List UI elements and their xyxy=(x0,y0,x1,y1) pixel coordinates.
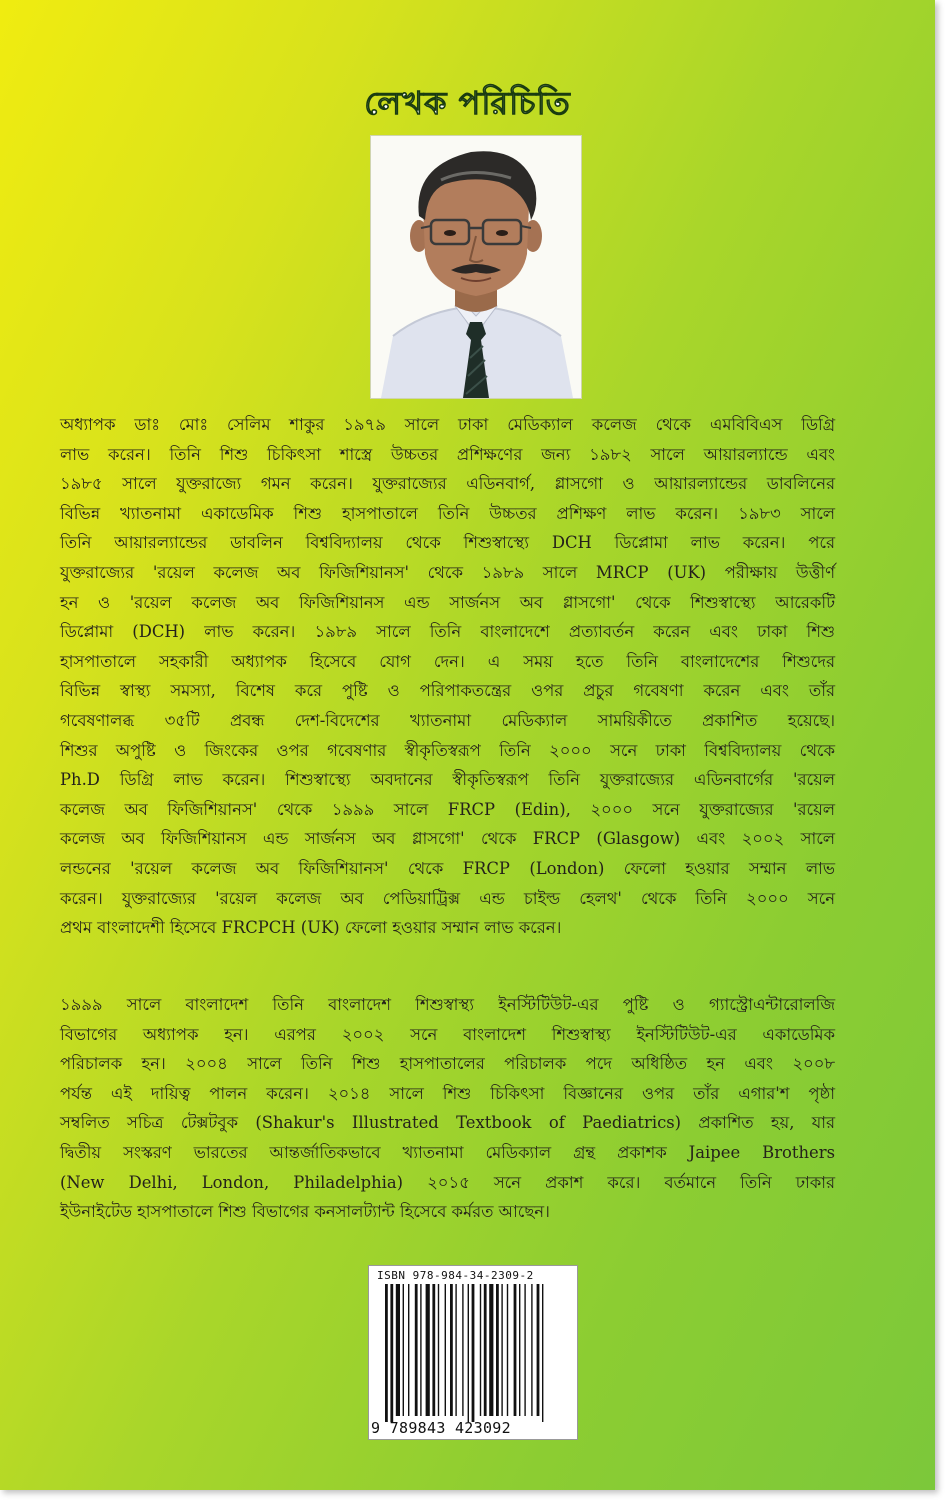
bio-line: বিভাগের অধ্যাপক হন। এরপর ২০০২ সনে বাংলাদেশ শিশুস্বাস্থ্য ইনস্টিটিউট-এর একাডেমিক xyxy=(60,1024,835,1044)
bio-line: (New Delhi, London, Philadelphia) ২০১৫ সনে প্রকাশ করে। বর্তমানে তিনি ঢাকার xyxy=(60,1172,835,1192)
bio-line: শিশুর অপুষ্টি ও জিংকের ওপর গবেষণার স্বীকৃতিস্বরূপ তিনি ২০০০ সনে ঢাকা বিশ্ববিদ্যালয় থেকে xyxy=(60,740,835,760)
isbn-barcode xyxy=(368,1265,578,1440)
author-photo xyxy=(370,135,582,399)
bio-line: গবেষণালব্ধ ৩৫টি প্রবন্ধ দেশ-বিদেশের খ্যাতনামা মেডিক্যাল সাময়িকীতে প্রকাশিত হয়েছে। xyxy=(60,710,835,730)
bio-line: হাসপাতালে সহকারী অধ্যাপক হিসেবে যোগ দেন। এ সময় হতে তিনি বাংলাদেশের শিশুদের xyxy=(60,651,835,671)
bio-line: দ্বিতীয় সংস্করণ ভারতের আন্তর্জাতিকভাবে খ্যাতনামা মেডিক্যাল গ্রন্থ প্রকাশক Jaipee Brothers xyxy=(60,1142,835,1162)
barcode-bars-icon xyxy=(369,1266,577,1439)
bio-line: প্রথম বাংলাদেশী হিসেবে FRCPCH (UK) ফেলো হওয়ার সম্মান লাভ করেন। xyxy=(60,918,562,938)
bio-line: পরিচালক হন। ২০০৪ সালে তিনি শিশু হাসপাতালের পরিচালক পদে অধিষ্ঠিত হন এবং ২০০৮ xyxy=(60,1054,835,1074)
bio-line: লাভ করেন। তিনি শিশু চিকিৎসা শাস্ত্রে উচ্চতর প্রশিক্ষণের জন্য ১৯৮২ সালে আয়ারল্যান্ডে এবং xyxy=(60,444,835,464)
bio-line: Ph.D ডিগ্রি লাভ করেন। শিশুস্বাস্থ্যে অবদানের স্বীকৃতিস্বরূপ তিনি যুক্তরাজ্যের এডিনবার্গের 'রয়েল xyxy=(60,770,835,790)
bio-line: তিনি আয়ারল্যান্ডের ডাবলিন বিশ্ববিদ্যালয় থেকে শিশুস্বাস্থ্যে DCH ডিপ্লোমা লাভ করেন। পরে xyxy=(60,533,835,553)
bio-line: ডিপ্লোমা (DCH) লাভ করেন। ১৯৮৯ সালে তিনি বাংলাদেশে প্রত্যাবর্তন করেন এবং ঢাকা শিশু xyxy=(60,622,835,642)
bio-line: পর্যন্ত এই দায়িত্ব পালন করেন। ২০১৪ সালে শিশু চিকিৎসা বিজ্ঞানের ওপর তাঁর এগার'শ পৃষ্ঠা xyxy=(60,1083,835,1103)
isbn-label: ISBN 978-984-34-2309-2 xyxy=(377,1269,534,1282)
bio-line: সম্বলিত সচিত্র টেক্সটবুক (Shakur's Illustrated Textbook of Paediatrics) প্রকাশিত হয়, যার xyxy=(60,1113,835,1133)
bio-line: হন ও 'রয়েল কলেজ অব ফিজিশিয়ানস এন্ড সার্জনস অব গ্লাসগো' থেকে শিশুস্বাস্থ্যে আরেকটি xyxy=(60,592,835,612)
bio-line: করেন। যুক্তরাজ্যের 'রয়েল কলেজ অব পেডিয়াট্রিক্স এন্ড চাইল্ড হেলথ' থেকে তিনি ২০০০ সনে xyxy=(60,888,835,908)
bio-line: ১৯৯৯ সালে বাংলাদেশ তিনি বাংলাদেশ শিশুস্বাস্থ্য ইনস্টিটিউট-এর পুষ্টি ও গ্যাস্ট্রোএন্টারোলজি xyxy=(60,995,835,1014)
bio-line: বিভিন্ন স্বাস্থ্য সমস্যা, বিশেষ করে পুষ্টি ও পরিপাকতন্ত্রের ওপর প্রচুর গবেষণা করেন এবং তাঁর xyxy=(60,681,835,701)
bio-line: বিভিন্ন খ্যাতনামা একাডেমিক শিশু হাসপাতালে তিনি উচ্চতর প্রশিক্ষণ লাভ করেন। ১৯৮৩ সালে xyxy=(60,503,835,523)
ean-digits: 9 789843 423092 xyxy=(371,1419,511,1437)
bio-line: কলেজ অব ফিজিশিয়ানস' থেকে ১৯৯৯ সালে FRCP (Edin), ২০০০ সনে যুক্তরাজ্যের 'রয়েল xyxy=(60,799,835,819)
bio-paragraph-1 xyxy=(60,410,835,943)
bio-line: ১৯৮৫ সালে যুক্তরাজ্যে গমন করেন। যুক্তরাজ্যের এডিনবার্গ, গ্লাসগো ও আয়ারল্যান্ডের ডাবলিনের xyxy=(60,474,835,494)
bio-line: কলেজ অব ফিজিশিয়ানস এন্ড সার্জনস অব গ্লাসগো' থেকে FRCP (Glasgow) এবং ২০০২ সালে xyxy=(60,829,835,849)
bio-line: যুক্তরাজ্যের 'রয়েল কলেজ অব ফিজিশিয়ানস' থেকে ১৯৮৯ সালে MRCP (UK) পরীক্ষায় উত্তীর্ণ xyxy=(60,562,835,582)
section-title: লেখক পরিচিতি xyxy=(364,84,571,122)
bio-line: লন্ডনের 'রয়েল কলেজ অব ফিজিশিয়ানস' থেকে FRCP (London) ফেলো হওয়ার সম্মান লাভ xyxy=(60,858,835,878)
author-portrait-icon xyxy=(371,136,581,398)
bio-line: অধ্যাপক ডাঃ মোঃ সেলিম শাকুর ১৯৭৯ সালে ঢাকা মেডিক্যাল কলেজ থেকে এমবিবিএস ডিগ্রি xyxy=(60,415,835,434)
bio-paragraph-2 xyxy=(60,990,835,1227)
bio-line: ইউনাইটেড হাসপাতালে শিশু বিভাগের কনসালট্যান্ট হিসেবে কর্মরত আছেন। xyxy=(60,1202,550,1222)
